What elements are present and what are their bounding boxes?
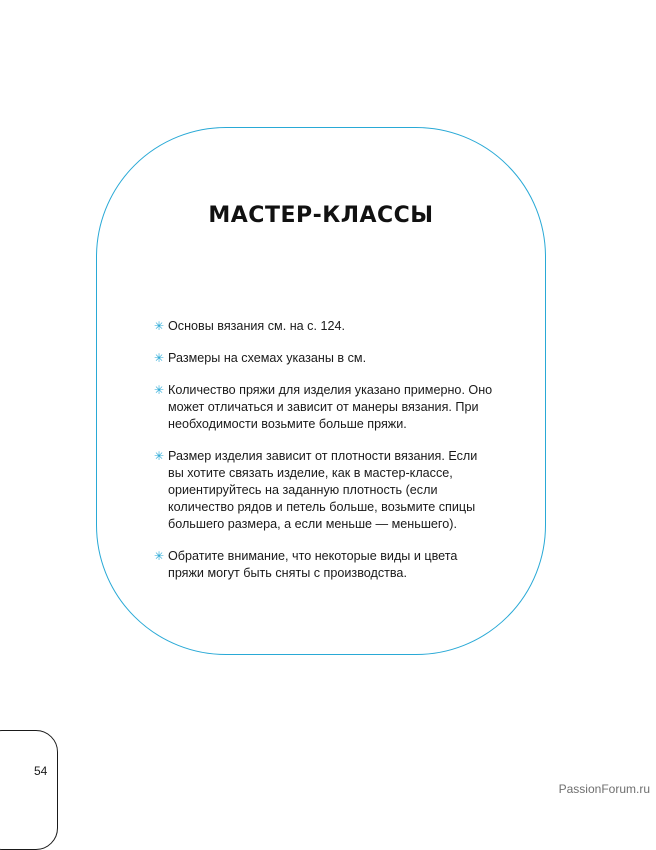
list-item	[154, 548, 494, 582]
watermark: PassionForum.ru	[558, 782, 650, 796]
asterisk-bullet-icon: ✳	[154, 351, 165, 365]
note-text: Размер изделия зависит от плотности вязания. Если вы хотите связать изделие, как в мастер-классе, ориентируйтесь на заданную плотность (если количество рядов и петель больше, возьмите спицы большего размера, а если меньше — меньшего).	[168, 449, 478, 531]
asterisk-bullet-icon: ✳	[154, 449, 165, 463]
note-text: Обратите внимание, что некоторые виды и цвета пряжи могут быть сняты с производства.	[168, 549, 458, 580]
asterisk-bullet-icon: ✳	[154, 383, 165, 397]
asterisk-bullet-icon: ✳	[154, 319, 165, 333]
note-text: Основы вязания см. на с. 124.	[168, 319, 345, 333]
page-number: 54	[34, 764, 48, 778]
list-item	[154, 318, 494, 335]
notes-list	[154, 318, 494, 597]
page-title: МАСТЕР-КЛАССЫ	[208, 203, 434, 228]
asterisk-bullet-icon: ✳	[154, 549, 165, 563]
list-item	[154, 350, 494, 367]
list-item	[154, 448, 494, 533]
note-text: Размеры на схемах указаны в см.	[168, 351, 367, 365]
note-text: Количество пряжи для изделия указано примерно. Оно может отличаться и зависит от манеры вязания. При необходимости возьмите больше пряжи.	[168, 383, 493, 431]
list-item	[154, 382, 494, 433]
page-number-tab	[0, 730, 58, 850]
